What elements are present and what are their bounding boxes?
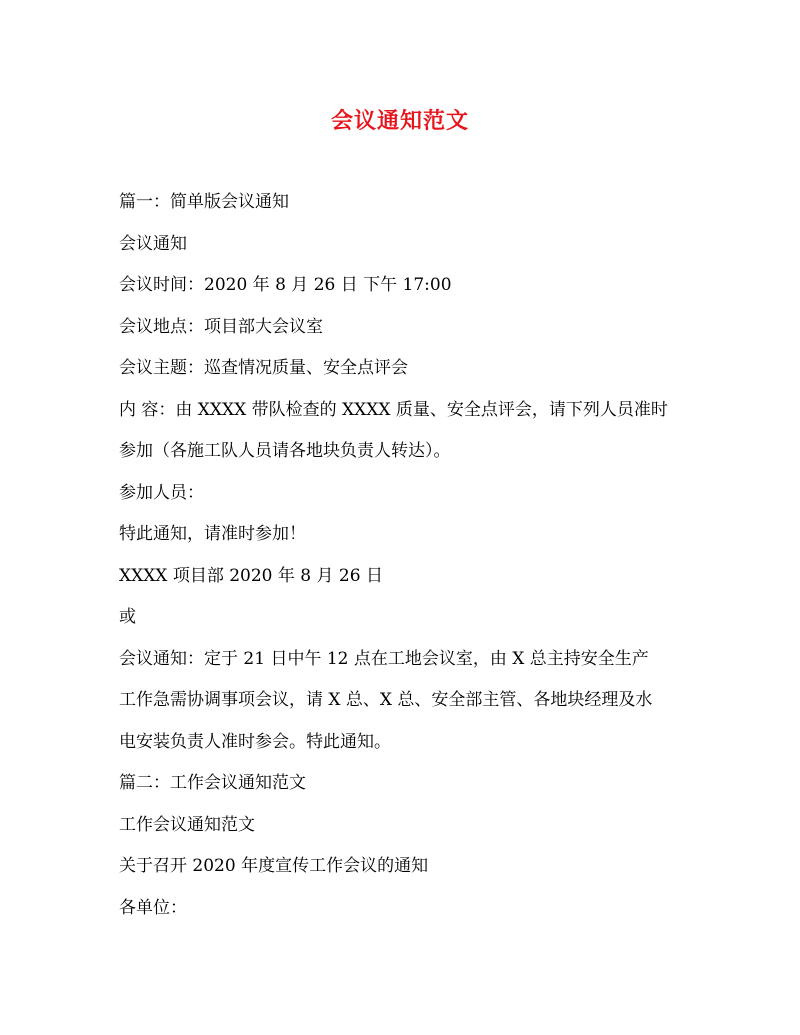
notice-heading: 会议通知 [119, 233, 187, 254]
closing-note: 特此通知，请准时参加！ [119, 524, 306, 544]
meeting-content: 内 容：由 XXXX 带队检查的 XXXX 质量、安全点评会，请下列人员准时 [119, 399, 668, 420]
salutation: 各单位： [119, 897, 187, 918]
signature-line: XXXX 项目部 2020 年 8 月 26 日 [119, 565, 383, 586]
notice-subject: 关于召开 2020 年度宣传工作会议的通知 [119, 856, 429, 876]
section-heading-2: 篇二：工作会议通知范文 [119, 773, 306, 793]
subsection-title: 工作会议通知范文 [119, 814, 255, 835]
document-body [119, 182, 699, 929]
document-title: 会议通知范文 [330, 108, 469, 134]
alt-notice-line-2: 工作急需协调事项会议，请 X 总、X 总、安全部主管、各地块经理及水 [119, 690, 653, 710]
meeting-topic: 会议主题：巡查情况质量、安全点评会 [119, 358, 408, 378]
alt-notice-line-3: 电安装负责人准时参会。特此通知。 [119, 731, 391, 752]
meeting-content-continued: 参加（各施工队人员请各地块负责人转达）。 [119, 441, 451, 461]
or-separator: 或 [119, 607, 136, 627]
meeting-location: 会议地点：项目部大会议室 [119, 316, 323, 337]
alt-notice-line-1: 会议通知：定于 21 日中午 12 点在工地会议室，由 X 总主持安全生产 [119, 648, 649, 669]
meeting-time: 会议时间：2020 年 8 月 26 日 下午 17:00 [119, 275, 452, 295]
attendees-label: 参加人员： [119, 482, 204, 503]
section-heading-1: 篇一：简单版会议通知 [119, 192, 289, 212]
